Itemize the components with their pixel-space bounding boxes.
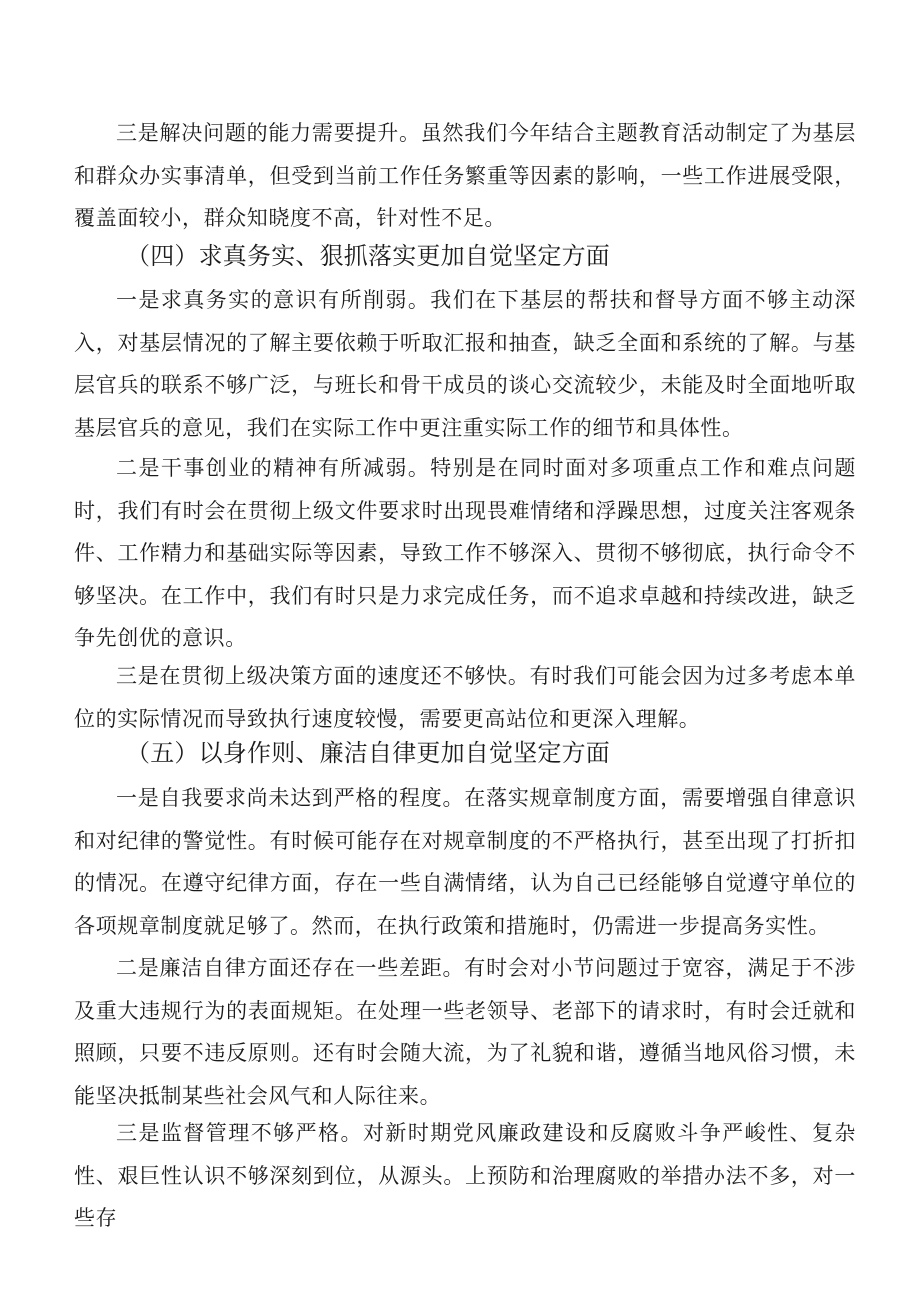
paragraph-pragmatic-awareness: 一是求真务实的意识有所削弱。我们在下基层的帮扶和督导方面不够主动深入，对基层情况的了解主要依赖于听取汇报和抽查，缺乏全面和系统的了解。与基层官兵的联系不够广泛，与班长和骨干成员的谈心交流较少，未能及时全面地听取基层官兵的意见，我们在实际工作中更注重实际工作的细节和具体性。	[74, 288, 856, 440]
paragraph-supervision: 三是监督管理不够严格。对新时期党风廉政建设和反腐败斗争严峻性、复杂性、艰巨性认识不够深刻到位，从源头。上预防和治理腐败的举措办法不多，对一些存	[74, 1121, 856, 1230]
paragraph-implementation-speed: 三是在贯彻上级决策方面的速度还不够快。有时我们可能会因为过多考虑本单位的实际情况而导致执行速度较慢，需要更高站位和更深入理解。	[74, 664, 856, 731]
section-heading-5: （五）以身作则、廉洁自律更加自觉坚定方面	[126, 739, 610, 767]
paragraph-problem-solving: 三是解决问题的能力需要提升。虽然我们今年结合主题教育活动制定了为基层和群众办实事清单，但受到当前工作任务繁重等因素的影响，一些工作进展受限，覆盖面较小，群众知晓度不高，针对性不足。	[74, 121, 856, 230]
section-heading-4: （四）求真务实、狠抓落实更加自觉坚定方面	[126, 242, 610, 270]
paragraph-self-discipline: 一是自我要求尚未达到严格的程度。在落实规章制度方面，需要增强自律意识和对纪律的警觉性。有时候可能存在对规章制度的不严格执行，甚至出现了打折扣的情况。在遵守纪律方面，存在一些自满情绪，认为自己已经能够自觉遵守单位的各项规章制度就足够了。然而，在执行政策和措施时，仍需进一步提高务实性。	[74, 786, 856, 938]
paragraph-entrepreneurial-spirit: 二是干事创业的精神有所减弱。特别是在同时面对多项重点工作和难点问题时，我们有时会在贯彻上级文件要求时出现畏难情绪和浮躁思想，过度关注客观条件、工作精力和基础实际等因素，导致工作不够深入、贯彻不够彻底，执行命令不够坚决。在工作中，我们有时只是力求完成任务，而不追求卓越和持续改进，缺乏争先创优的意识。	[74, 456, 856, 650]
paragraph-integrity-gap: 二是廉洁自律方面还存在一些差距。有时会对小节问题过于宽容，满足于不涉及重大违规行为的表面规矩。在处理一些老领导、老部下的请求时，有时会迁就和照顾，只要不违反原则。还有时会随大流，为了礼貌和谐，遵循当地风俗习惯，未能坚决抵制某些社会风气和人际往来。	[74, 956, 856, 1108]
